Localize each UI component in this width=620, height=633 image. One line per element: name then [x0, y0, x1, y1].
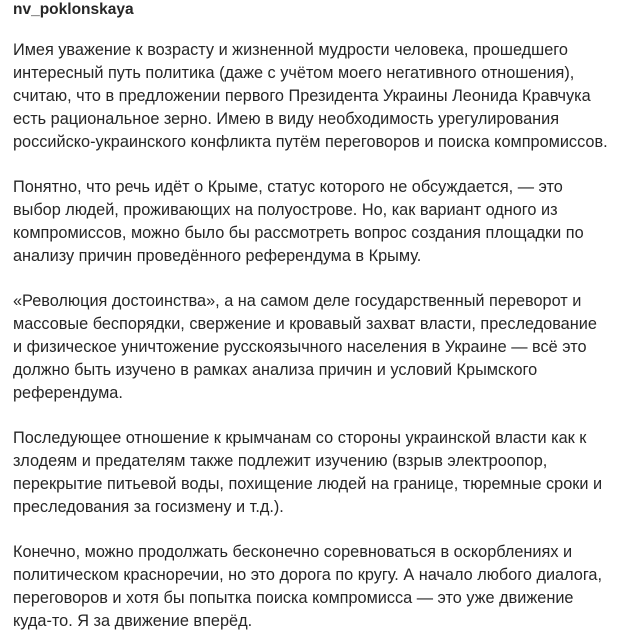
caption-body: [13, 39, 610, 633]
username-link[interactable]: nv_poklonskaya: [13, 1, 134, 18]
caption-paragraph-4: Последующее отношение к крымчанам со стороны украинской власти как к злодеям и предателям также подлежит изучению (взрыв электроопор, перекрытие питьевой воды, похищение людей на границе, тюремные сроки и преследования за госизмену и т.д.).: [13, 429, 603, 516]
caption-paragraph-5: Конечно, можно продолжать бесконечно соревноваться в оскорблениях и политическом красноречии, но это дорога по кругу. А начало любого диалога, переговоров и хотя бы попытка поиска компромисса — это уже движение куда-то. Я за движение вперёд.: [13, 543, 603, 630]
caption-paragraph-3: «Революция достоинства», а на самом деле государственный переворот и массовые беспорядки, свержение и кровавый захват власти, преследование и физическое уничтожение русскоязычного населения в Украине — всё это должно быть изучено в рамках анализа причин и условий Крымского референдума.: [13, 292, 597, 402]
caption-paragraph-2: Понятно, что речь идёт о Крыме, статус которого не обсуждается, — это выбор людей, проживающих на полуострове. Но, как вариант одного из компромиссов, можно было бы рассмотреть вопрос создания площадки по анализу причин проведённого референдума в Крыму.: [13, 178, 584, 265]
caption-paragraph-1: Имея уважение к возрасту и жизненной мудрости человека, прошедшего интересный путь политика (даже с учётом моего негативного отношения), считаю, что в предложении первого Президента Украины Леонида Кравчука есть рациональное зерно. Имею в виду необходимость урегулирования российско-украинского конфликта путём переговоров и поиска компромиссов.: [13, 41, 608, 151]
